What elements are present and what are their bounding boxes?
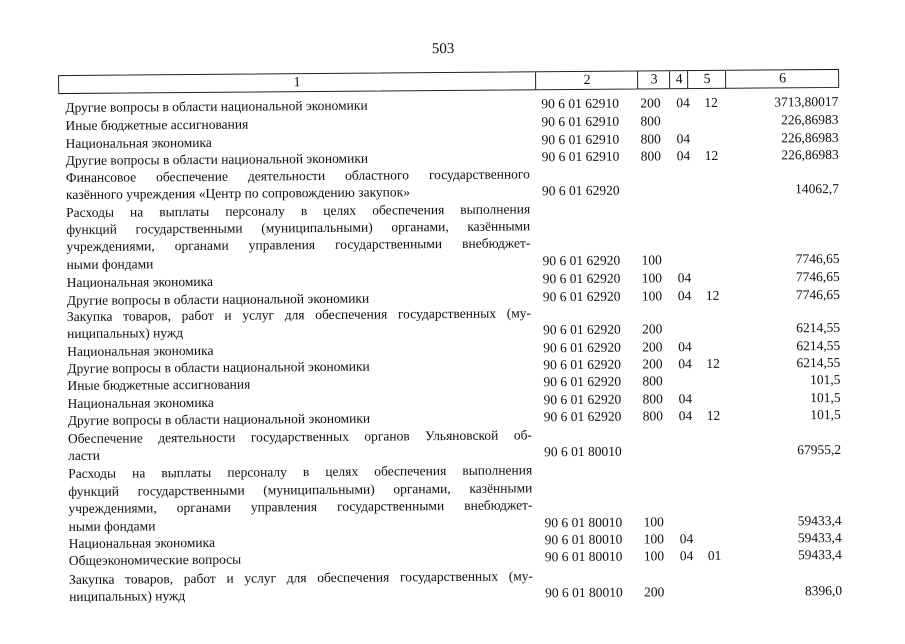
row-amount [719,164,839,165]
row-amount: 3713,80017 [774,93,839,110]
row-text: Расходы на выплаты персоналу в целях обеспечения выполнения [66,201,531,221]
row-text: Другие вопросы в области национальной экономики [67,358,370,377]
row-code: 90 6 01 62920 [543,373,622,390]
row-code: 90 6 01 62910 [541,95,619,112]
row-amount [722,566,842,567]
row-code: 90 6 01 80010 [544,548,623,565]
row-code: 90 6 01 62910 [541,131,620,148]
row-section: 04 [676,95,690,111]
row-expense-type: 200 [642,356,663,372]
row-text: ными фондами [66,256,154,273]
row-section: 04 [678,391,693,407]
row-subsection: 12 [706,407,721,423]
row-text: ласти [67,447,100,464]
row-text: Национальная экономика [67,342,214,360]
row-expense-type: 200 [644,584,665,600]
row-text: ными фондами [68,518,156,535]
row-amount: 14062,7 [795,180,840,197]
row-section: 04 [677,270,692,286]
row-code: 90 6 01 62910 [541,148,620,165]
row-code: 90 6 01 80010 [544,531,623,548]
row-code: 90 6 01 80010 [544,514,623,531]
row-text: казённого учреждения «Центр по сопровождению закупок» [65,184,411,203]
row-amount: 6214,55 [796,337,841,354]
row-text: Общеэкономические вопросы [68,551,242,569]
row-text: функций государственными (муниципальными) органами, казёнными [68,480,533,500]
row-section: 04 [678,408,693,424]
row-code: 90 6 01 62920 [543,356,622,373]
row-code: 90 6 01 62920 [543,339,621,356]
row-text: Другие вопросы в области национальной экономики [66,290,370,309]
header-col-2: 2 [535,72,638,90]
row-expense-type: 100 [641,270,662,286]
row-amount: 67955,2 [797,441,842,458]
row-expense-type: 100 [641,252,662,268]
row-text: Другие вопросы в области национальной экономики [65,150,369,169]
row-section: 04 [676,148,691,164]
row-amount [721,478,841,479]
row-expense-type: 800 [640,113,661,129]
header-col-5: 5 [687,71,726,88]
row-text: ниципальных) нужд [69,588,186,604]
row-amount: 6214,55 [796,354,841,371]
row-amount: 59433,4 [797,512,842,529]
row-expense-type: 200 [642,339,663,355]
row-text: Финансовое обеспечение деятельности областного государственного [65,166,530,186]
row-text: учреждениями, органами управления государственными внебюджет- [66,235,531,255]
header-col-4: 4 [669,71,688,88]
row-code: 90 6 01 62920 [542,252,621,269]
row-expense-type: 800 [640,131,661,147]
row-text: Другие вопросы в области национальной экономики [65,97,368,116]
row-text: Национальная экономика [67,394,214,412]
row-amount: 226,86983 [781,146,839,163]
row-amount: 59433,4 [797,546,842,563]
row-expense-type: 100 [643,514,664,530]
row-section: 04 [676,131,691,147]
row-expense-type: 800 [642,391,663,407]
row-code: 90 6 01 80010 [543,443,622,460]
row-subsection: 12 [706,355,720,371]
row-expense-type: 800 [642,373,663,389]
row-text: Национальная экономика [66,273,213,291]
row-amount: 59433,4 [797,529,842,546]
row-text: ниципальных) нужд [67,325,184,342]
row-code: 90 6 01 62920 [543,408,622,425]
row-text: Закупка товаров, работ и услуг для обеспечения государственных (му- [66,305,532,325]
row-amount [721,425,841,426]
row-text: функций государственными (муниципальными) органами, казёнными [66,218,531,238]
row-amount: 6214,55 [796,319,841,336]
row-amount: 101,5 [810,371,841,388]
row-code: 90 6 01 62920 [543,391,622,408]
row-section: 04 [678,339,692,355]
row-amount [721,460,841,461]
row-text: Закупка товаров, работ и услуг для обеспечения государственных (му- [68,568,534,587]
row-code: 90 6 01 62920 [543,321,621,338]
row-section: 04 [679,531,694,547]
row-code: 90 6 01 62920 [542,270,621,287]
row-section: 04 [679,548,694,564]
row-amount [720,303,840,304]
row-text: Расходы на выплаты персоналу в целях обеспечения выполнения [68,462,533,482]
header-col-3: 3 [637,71,670,88]
row-section: 04 [677,288,692,304]
row-code: 90 6 01 80010 [545,584,623,601]
row-amount: 8396,0 [804,582,843,599]
row-code: 90 6 01 62910 [541,113,620,130]
row-text: учреждениями, органами управления государственными внебюджет- [68,497,533,517]
row-amount: 101,5 [810,406,841,423]
row-expense-type: 800 [642,408,664,424]
row-expense-type: 200 [640,95,661,111]
row-amount [719,199,839,200]
row-subsection: 12 [705,287,720,303]
row-expense-type: 100 [641,288,663,304]
row-expense-type: 200 [642,321,663,337]
row-expense-type: 800 [640,148,662,164]
row-amount: 7746,65 [795,286,840,303]
row-code: 90 6 01 62920 [541,182,620,199]
table-header [58,69,839,94]
header-col-1: 1 [293,75,301,91]
row-amount [719,233,839,234]
row-amount: 7746,65 [795,250,840,267]
row-text: Другие вопросы в области национальной экономики [67,410,371,429]
row-amount [721,495,841,496]
row-amount: 226,86983 [781,111,839,128]
row-text: Обеспечение деятельности государственных органов Ульяновской об- [67,427,532,447]
row-amount [719,216,839,217]
row-amount: 101,5 [810,389,841,406]
row-expense-type: 100 [643,548,665,564]
row-code: 90 6 01 62920 [542,288,621,305]
page-number: 503 [431,40,455,58]
row-text: Иные бюджетные ассигнования [65,116,249,134]
row-text: Национальная экономика [68,534,216,552]
row-amount: 7746,65 [795,268,840,285]
header-col-6: 6 [725,70,839,88]
row-text: Иные бюджетные ассигнования [67,376,251,394]
row-expense-type: 100 [643,531,665,547]
row-text: Национальная экономика [65,134,212,152]
row-subsection: 12 [704,147,719,163]
row-subsection: 12 [704,94,718,110]
row-amount: 226,86983 [781,129,839,146]
row-subsection: 01 [707,547,722,563]
row-section: 04 [678,356,692,372]
